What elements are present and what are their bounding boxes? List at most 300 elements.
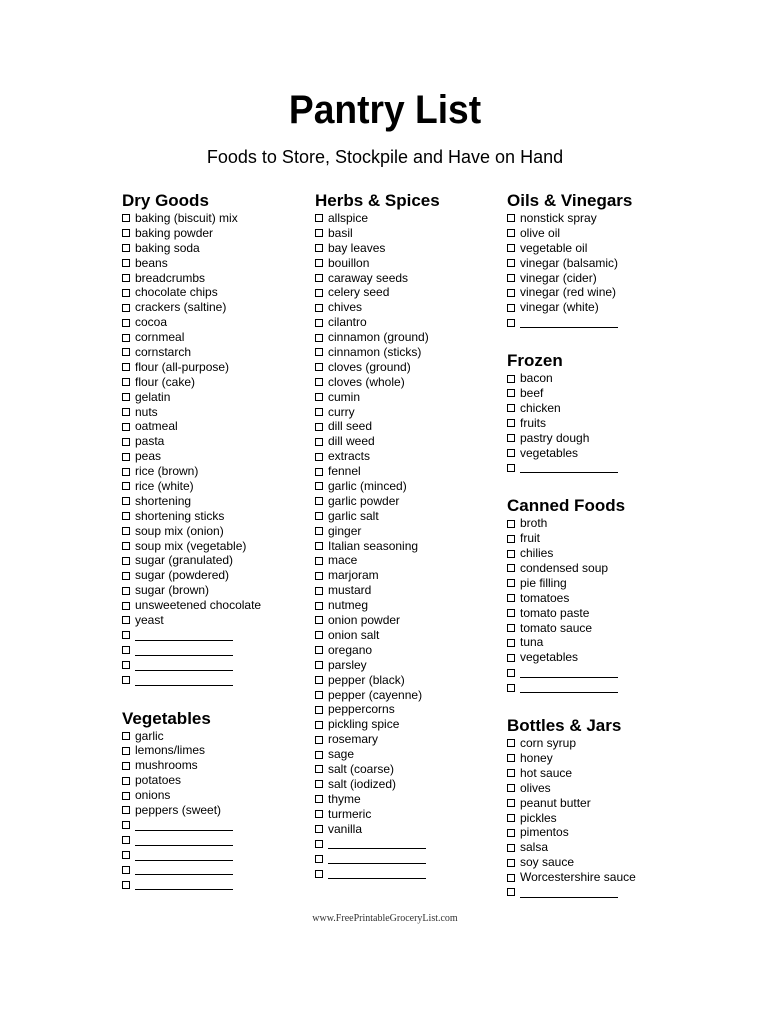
checkbox[interactable] xyxy=(315,259,323,267)
item-label: dill weed xyxy=(328,434,375,449)
checkbox[interactable] xyxy=(315,616,323,624)
item-label: beans xyxy=(135,255,168,270)
item-label: vanilla xyxy=(328,821,363,836)
item-label: chilies xyxy=(520,546,554,561)
checkbox[interactable] xyxy=(315,453,323,461)
checkbox[interactable] xyxy=(122,557,130,565)
checkbox[interactable] xyxy=(315,274,323,282)
checklist-item xyxy=(315,613,495,628)
checkbox[interactable] xyxy=(315,542,323,550)
checklist-item xyxy=(122,583,302,598)
checklist-item xyxy=(122,598,302,613)
checklist-item xyxy=(507,650,687,665)
checklist-item xyxy=(122,330,302,345)
section-title: Herbs & Spices xyxy=(315,191,440,210)
checkbox[interactable] xyxy=(507,319,515,327)
checkbox[interactable] xyxy=(507,609,515,617)
item-label: pie filling xyxy=(520,575,567,590)
blank-write-in-line[interactable] xyxy=(135,865,233,875)
checklist-item xyxy=(315,777,495,792)
section-canned-foods xyxy=(507,495,687,695)
checkbox[interactable] xyxy=(315,214,323,222)
checklist-item xyxy=(507,516,687,531)
checklist-item xyxy=(507,606,687,621)
item-label: tuna xyxy=(520,635,544,650)
checkbox[interactable] xyxy=(507,434,515,442)
checklist-item xyxy=(315,539,495,554)
item-label: sugar (granulated) xyxy=(135,553,234,568)
checkbox[interactable] xyxy=(315,765,323,773)
item-label: turmeric xyxy=(328,806,372,821)
item-label: Worcestershire sauce xyxy=(520,870,636,885)
item-label: fruits xyxy=(520,415,547,430)
item-label: curry xyxy=(328,404,355,419)
checklist-item xyxy=(315,434,495,449)
checkbox[interactable] xyxy=(507,550,515,558)
checkbox[interactable] xyxy=(507,289,515,297)
checkbox[interactable] xyxy=(507,654,515,662)
checkbox[interactable] xyxy=(315,423,323,431)
checkbox[interactable] xyxy=(315,691,323,699)
checkbox[interactable] xyxy=(507,304,515,312)
checklist-item xyxy=(507,576,687,591)
item-label: soy sauce xyxy=(520,855,575,870)
item-label: vinegar (balsamic) xyxy=(520,255,619,270)
checklist-item xyxy=(315,732,495,747)
checkbox[interactable] xyxy=(315,780,323,788)
blank-checklist-item xyxy=(507,315,687,330)
item-label: peppers (sweet) xyxy=(135,802,222,817)
checkbox[interactable] xyxy=(315,661,323,669)
item-label: chicken xyxy=(520,400,561,415)
section-title: Bottles & Jars xyxy=(507,716,622,736)
checkbox[interactable] xyxy=(122,497,130,505)
checkbox[interactable] xyxy=(122,334,130,342)
item-label: vegetables xyxy=(520,650,579,665)
checklist-item xyxy=(315,419,495,434)
checkbox[interactable] xyxy=(122,881,130,889)
checkbox[interactable] xyxy=(122,527,130,535)
page-subtitle: Foods to Store, Stockpile and Have on Hand xyxy=(206,147,564,167)
checkbox[interactable] xyxy=(507,684,515,692)
checklist-item xyxy=(122,419,302,434)
checkbox[interactable] xyxy=(315,646,323,654)
checklist-item xyxy=(315,449,495,464)
checkbox[interactable] xyxy=(315,676,323,684)
item-label: cornstarch xyxy=(135,345,192,360)
checkbox[interactable] xyxy=(122,512,130,520)
checklist xyxy=(122,729,302,893)
item-label: vegetables xyxy=(520,445,579,460)
checklist-item xyxy=(315,658,495,673)
checkbox[interactable] xyxy=(315,304,323,312)
checklist-item xyxy=(507,300,687,315)
checklist-item xyxy=(315,643,495,658)
checkbox[interactable] xyxy=(507,464,515,472)
item-label: baking soda xyxy=(135,240,200,255)
checkbox[interactable] xyxy=(315,557,323,565)
checkbox[interactable] xyxy=(507,404,515,412)
checkbox[interactable] xyxy=(507,535,515,543)
checklist-item xyxy=(315,241,495,256)
item-label: garlic powder xyxy=(328,493,400,508)
checklist-item xyxy=(315,688,495,703)
item-label: nuts xyxy=(135,404,158,419)
checklist-item xyxy=(507,401,687,416)
checklist-item xyxy=(122,375,302,390)
checklist-item xyxy=(315,271,495,286)
checkbox[interactable] xyxy=(507,874,515,882)
checklist-item xyxy=(507,635,687,650)
checkbox[interactable] xyxy=(122,806,130,814)
blank-checklist-item xyxy=(507,665,687,680)
checklist-item xyxy=(122,449,302,464)
checkbox[interactable] xyxy=(315,840,323,848)
item-label: vinegar (white) xyxy=(520,300,599,315)
checklist xyxy=(315,211,495,881)
blank-write-in-line[interactable] xyxy=(135,631,233,641)
checklist xyxy=(507,516,687,695)
item-label: shortening sticks xyxy=(135,508,225,523)
checkbox[interactable] xyxy=(315,438,323,446)
checkbox[interactable] xyxy=(315,825,323,833)
checkbox[interactable] xyxy=(122,453,130,461)
checklist-item xyxy=(507,431,687,446)
checklist-item xyxy=(315,747,495,762)
checklist-item xyxy=(315,256,495,271)
checklist-item xyxy=(507,751,687,766)
blank-checklist-item xyxy=(315,836,495,851)
blank-checklist-item xyxy=(122,818,302,833)
checkbox[interactable] xyxy=(507,814,515,822)
item-label: condensed soup xyxy=(520,561,609,576)
checkbox[interactable] xyxy=(507,844,515,852)
checkbox[interactable] xyxy=(122,244,130,252)
checkbox[interactable] xyxy=(507,669,515,677)
item-label: shortening xyxy=(135,493,192,508)
item-label: potatoes xyxy=(135,773,182,788)
checkbox[interactable] xyxy=(507,624,515,632)
item-label: garlic (minced) xyxy=(328,479,407,494)
checkbox[interactable] xyxy=(315,527,323,535)
checkbox[interactable] xyxy=(315,334,323,342)
checkbox[interactable] xyxy=(315,706,323,714)
checkbox[interactable] xyxy=(122,747,130,755)
checklist xyxy=(122,211,302,688)
section-bottles-and-jars xyxy=(507,715,687,900)
checkbox[interactable] xyxy=(315,393,323,401)
checklist-item xyxy=(315,762,495,777)
checklist-item xyxy=(507,621,687,636)
item-label: gelatin xyxy=(135,389,171,404)
checklist-item xyxy=(507,825,687,840)
checkbox[interactable] xyxy=(122,661,130,669)
item-label: Italian seasoning xyxy=(328,538,419,553)
item-label: peanut butter xyxy=(520,795,591,810)
checkbox[interactable] xyxy=(315,631,323,639)
checklist-item xyxy=(122,464,302,479)
checkbox[interactable] xyxy=(122,646,130,654)
section-title: Dry Goods xyxy=(122,191,209,210)
section-frozen xyxy=(507,350,687,475)
checkbox[interactable] xyxy=(507,259,515,267)
checkbox[interactable] xyxy=(122,259,130,267)
item-label: broth xyxy=(520,516,548,531)
checklist-item xyxy=(122,773,302,788)
checklist-item xyxy=(315,300,495,315)
item-label: tomato sauce xyxy=(520,620,593,635)
item-label: fennel xyxy=(328,464,361,479)
checkbox[interactable] xyxy=(122,289,130,297)
item-label: unsweetened chocolate xyxy=(135,598,262,613)
item-label: garlic salt xyxy=(328,508,379,523)
blank-write-in-line[interactable] xyxy=(135,661,233,671)
item-label: salt (iodized) xyxy=(328,776,397,791)
checkbox[interactable] xyxy=(315,795,323,803)
item-label: cocoa xyxy=(135,315,168,330)
checkbox[interactable] xyxy=(122,214,130,222)
item-label: bouillon xyxy=(328,255,370,270)
checkbox[interactable] xyxy=(507,244,515,252)
blank-write-in-line[interactable] xyxy=(520,668,618,678)
checkbox[interactable] xyxy=(507,594,515,602)
checkbox[interactable] xyxy=(315,363,323,371)
checkbox[interactable] xyxy=(122,572,130,580)
item-label: peppercorns xyxy=(328,702,395,717)
checkbox[interactable] xyxy=(507,520,515,528)
checkbox[interactable] xyxy=(315,378,323,386)
checkbox[interactable] xyxy=(122,378,130,386)
checkbox[interactable] xyxy=(122,616,130,624)
checkbox[interactable] xyxy=(122,304,130,312)
checkbox[interactable] xyxy=(315,810,323,818)
section-oils-and-vinegars xyxy=(507,190,687,330)
section-dry-goods xyxy=(122,190,302,688)
checkbox[interactable] xyxy=(315,319,323,327)
item-label: honey xyxy=(520,750,553,765)
checkbox[interactable] xyxy=(315,721,323,729)
checkbox[interactable] xyxy=(122,631,130,639)
checkbox[interactable] xyxy=(122,438,130,446)
item-label: oatmeal xyxy=(135,419,178,434)
checkbox[interactable] xyxy=(122,482,130,490)
section-title: Canned Foods xyxy=(507,496,626,516)
checkbox[interactable] xyxy=(122,836,130,844)
blank-write-in-line[interactable] xyxy=(328,869,426,879)
checkbox[interactable] xyxy=(507,274,515,282)
checklist-item xyxy=(315,509,495,524)
checklist-item xyxy=(122,405,302,420)
checkbox[interactable] xyxy=(122,229,130,237)
checkbox[interactable] xyxy=(122,792,130,800)
checkbox[interactable] xyxy=(315,512,323,520)
checklist-item xyxy=(315,285,495,300)
checkbox[interactable] xyxy=(315,497,323,505)
checkbox[interactable] xyxy=(507,769,515,777)
checkbox[interactable] xyxy=(507,375,515,383)
checklist-item xyxy=(507,546,687,561)
checkbox[interactable] xyxy=(315,587,323,595)
checkbox[interactable] xyxy=(315,572,323,580)
item-label: allspice xyxy=(328,211,369,225)
checkbox[interactable] xyxy=(122,676,130,684)
item-label: mustard xyxy=(328,583,372,598)
item-label: chives xyxy=(328,300,363,315)
checklist-item xyxy=(507,241,687,256)
checklist-item xyxy=(122,390,302,405)
blank-write-in-line[interactable] xyxy=(520,318,618,328)
item-label: salt (coarse) xyxy=(328,761,395,776)
checkbox[interactable] xyxy=(507,799,515,807)
item-label: baking (biscuit) mix xyxy=(135,211,238,225)
checklist-item xyxy=(507,386,687,401)
checklist-item xyxy=(507,416,687,431)
item-label: hot sauce xyxy=(520,765,573,780)
checklist-item xyxy=(315,330,495,345)
item-label: sugar (powdered) xyxy=(135,568,230,583)
blank-write-in-line[interactable] xyxy=(520,683,618,693)
checkbox[interactable] xyxy=(315,348,323,356)
item-label: parsley xyxy=(328,657,367,672)
checklist-item xyxy=(507,285,687,300)
checkbox[interactable] xyxy=(315,244,323,252)
checkbox[interactable] xyxy=(507,419,515,427)
checklist-item xyxy=(507,781,687,796)
checkbox[interactable] xyxy=(122,851,130,859)
item-label: breadcrumbs xyxy=(135,270,206,285)
item-label: onions xyxy=(135,788,171,803)
checkbox[interactable] xyxy=(122,274,130,282)
checkbox[interactable] xyxy=(315,751,323,759)
item-label: vinegar (cider) xyxy=(520,270,597,285)
item-label: crackers (saltine) xyxy=(135,300,227,315)
checkbox[interactable] xyxy=(507,579,515,587)
checklist-item xyxy=(507,226,687,241)
blank-write-in-line[interactable] xyxy=(135,836,233,846)
checkbox[interactable] xyxy=(122,866,130,874)
blank-write-in-line[interactable] xyxy=(135,646,233,656)
item-label: cumin xyxy=(328,389,361,404)
checklist-item xyxy=(122,743,302,758)
checklist-item xyxy=(122,729,302,744)
checkbox[interactable] xyxy=(315,289,323,297)
checkbox[interactable] xyxy=(315,736,323,744)
checkbox[interactable] xyxy=(315,870,323,878)
checkbox[interactable] xyxy=(122,587,130,595)
item-label: sugar (brown) xyxy=(135,583,210,598)
checkbox[interactable] xyxy=(122,348,130,356)
checklist-item xyxy=(315,628,495,643)
item-label: bacon xyxy=(520,371,553,386)
checkbox[interactable] xyxy=(507,229,515,237)
section-title: Vegetables xyxy=(122,708,211,728)
checkbox[interactable] xyxy=(507,784,515,792)
checklist-item xyxy=(507,855,687,870)
checkbox[interactable] xyxy=(315,855,323,863)
checklist-item xyxy=(315,673,495,688)
checkbox[interactable] xyxy=(122,393,130,401)
checklist-item xyxy=(122,226,302,241)
checkbox[interactable] xyxy=(507,888,515,896)
checkbox[interactable] xyxy=(507,389,515,397)
checkbox[interactable] xyxy=(122,542,130,550)
item-label: baking powder xyxy=(135,225,214,240)
section-herbs-and-spices xyxy=(315,190,495,881)
checkbox[interactable] xyxy=(507,449,515,457)
blank-write-in-line[interactable] xyxy=(328,839,426,849)
item-label: olives xyxy=(520,780,551,795)
checkbox[interactable] xyxy=(122,319,130,327)
checkbox[interactable] xyxy=(122,732,130,740)
checklist-item xyxy=(122,539,302,554)
item-label: peas xyxy=(135,449,162,464)
item-label: cornmeal xyxy=(135,330,185,345)
checklist-item xyxy=(122,509,302,524)
checkbox[interactable] xyxy=(122,363,130,371)
checkbox[interactable] xyxy=(315,482,323,490)
checkbox[interactable] xyxy=(122,602,130,610)
blank-write-in-line[interactable] xyxy=(135,851,233,861)
checkbox[interactable] xyxy=(315,229,323,237)
blank-write-in-line[interactable] xyxy=(328,854,426,864)
checkbox[interactable] xyxy=(122,423,130,431)
item-label: vegetable oil xyxy=(520,240,588,255)
checklist-item xyxy=(315,494,495,509)
item-label: tomatoes xyxy=(520,590,570,605)
blank-write-in-line[interactable] xyxy=(135,880,233,890)
checklist-item xyxy=(507,591,687,606)
item-label: garlic xyxy=(135,728,164,743)
checkbox[interactable] xyxy=(315,408,323,416)
checklist-item xyxy=(122,553,302,568)
checkbox[interactable] xyxy=(507,739,515,747)
checkbox[interactable] xyxy=(122,821,130,829)
checklist-item xyxy=(122,345,302,360)
checkbox[interactable] xyxy=(315,468,323,476)
checkbox[interactable] xyxy=(122,762,130,770)
blank-write-in-line[interactable] xyxy=(520,888,618,898)
blank-checklist-item xyxy=(122,877,302,892)
checkbox[interactable] xyxy=(507,639,515,647)
blank-checklist-item xyxy=(315,866,495,881)
blank-write-in-line[interactable] xyxy=(135,821,233,831)
blank-write-in-line[interactable] xyxy=(135,676,233,686)
checkbox[interactable] xyxy=(507,214,515,222)
checklist-item xyxy=(122,803,302,818)
checkbox[interactable] xyxy=(122,408,130,416)
checkbox[interactable] xyxy=(507,859,515,867)
item-label: cilantro xyxy=(328,315,367,330)
item-label: celery seed xyxy=(328,285,390,300)
checkbox[interactable] xyxy=(122,777,130,785)
checklist-item xyxy=(315,315,495,330)
blank-write-in-line[interactable] xyxy=(520,463,618,473)
checklist-item xyxy=(122,271,302,286)
checklist-item xyxy=(122,479,302,494)
checklist-item xyxy=(315,479,495,494)
checklist-item xyxy=(507,840,687,855)
checkbox[interactable] xyxy=(315,602,323,610)
checkbox[interactable] xyxy=(122,468,130,476)
item-label: rosemary xyxy=(328,732,379,747)
checkbox[interactable] xyxy=(507,754,515,762)
checklist-item xyxy=(122,434,302,449)
checklist-item xyxy=(315,375,495,390)
checklist-item xyxy=(315,807,495,822)
section-title: Frozen xyxy=(507,351,563,371)
checkbox[interactable] xyxy=(507,829,515,837)
checkbox[interactable] xyxy=(507,564,515,572)
